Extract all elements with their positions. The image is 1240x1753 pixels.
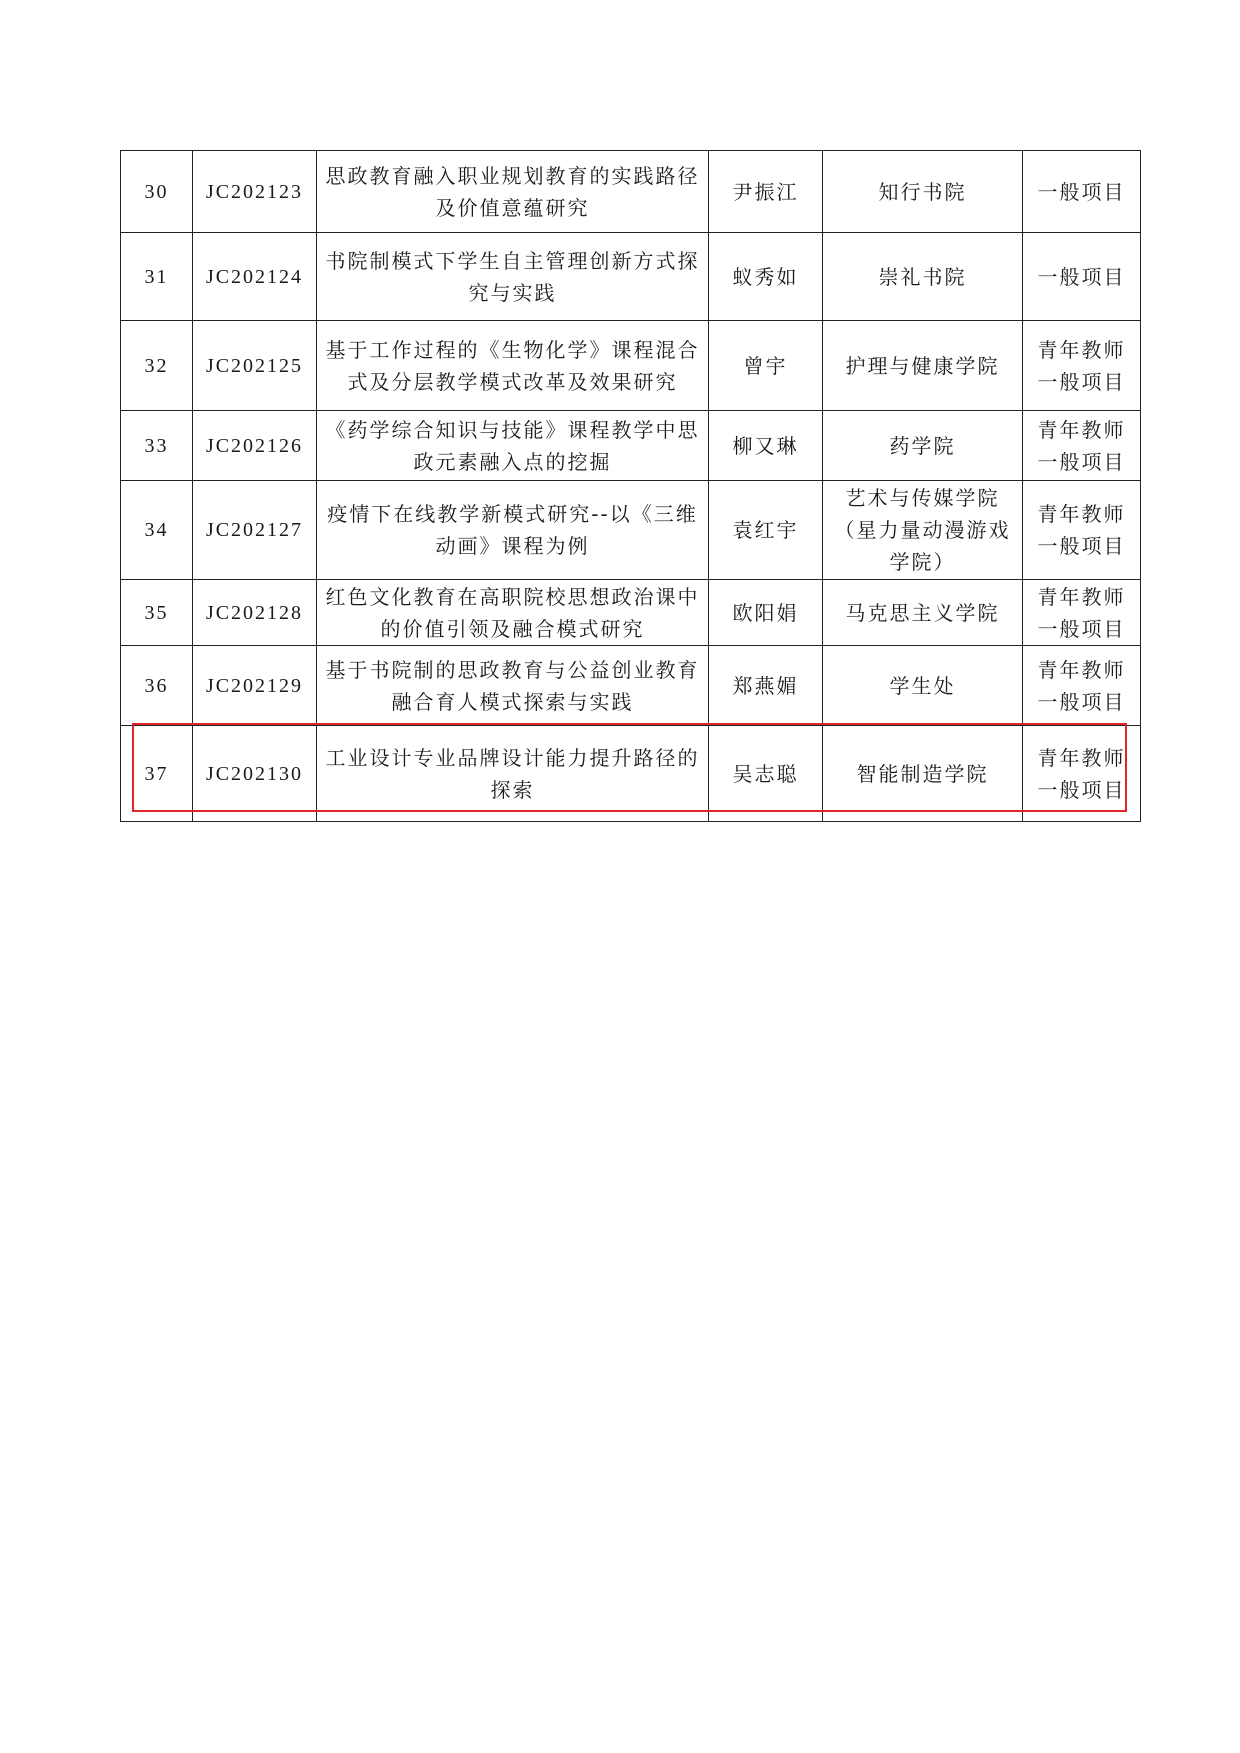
project-code: JC202126 [193, 411, 317, 481]
project-leader: 蚁秀如 [709, 233, 823, 321]
project-category: 青年教师一般项目 [1023, 580, 1141, 646]
project-title: 基于工作过程的《生物化学》课程混合式及分层教学模式改革及效果研究 [317, 321, 709, 411]
project-unit: 智能制造学院 [823, 726, 1023, 822]
table-row [121, 151, 1141, 233]
project-title: 思政教育融入职业规划教育的实践路径及价值意蕴研究 [317, 151, 709, 233]
table-row [121, 726, 1141, 822]
project-category: 青年教师一般项目 [1023, 481, 1141, 580]
project-title: 基于书院制的思政教育与公益创业教育融合育人模式探索与实践 [317, 646, 709, 726]
table-row [121, 321, 1141, 411]
project-code: JC202129 [193, 646, 317, 726]
project-unit: 马克思主义学院 [823, 580, 1023, 646]
row-number: 36 [121, 646, 193, 726]
project-leader: 吴志聪 [709, 726, 823, 822]
project-unit: 学生处 [823, 646, 1023, 726]
table-row [121, 411, 1141, 481]
project-leader: 柳又琳 [709, 411, 823, 481]
table-row [121, 580, 1141, 646]
project-code: JC202125 [193, 321, 317, 411]
project-title: 《药学综合知识与技能》课程教学中思政元素融入点的挖掘 [317, 411, 709, 481]
project-code: JC202123 [193, 151, 317, 233]
project-leader: 曾宇 [709, 321, 823, 411]
table-row [121, 233, 1141, 321]
row-number: 34 [121, 481, 193, 580]
table-row [121, 646, 1141, 726]
project-unit: 艺术与传媒学院（星力量动漫游戏学院） [823, 481, 1023, 580]
project-title: 工业设计专业品牌设计能力提升路径的探索 [317, 726, 709, 822]
project-code: JC202124 [193, 233, 317, 321]
project-title: 红色文化教育在高职院校思想政治课中的价值引领及融合模式研究 [317, 580, 709, 646]
project-category: 青年教师一般项目 [1023, 321, 1141, 411]
project-code: JC202127 [193, 481, 317, 580]
project-category: 青年教师一般项目 [1023, 726, 1141, 822]
row-number: 35 [121, 580, 193, 646]
project-unit: 知行书院 [823, 151, 1023, 233]
project-category: 一般项目 [1023, 151, 1141, 233]
project-unit: 崇礼书院 [823, 233, 1023, 321]
project-leader: 尹振江 [709, 151, 823, 233]
project-category: 青年教师一般项目 [1023, 646, 1141, 726]
project-table [120, 150, 1141, 822]
project-title: 书院制模式下学生自主管理创新方式探究与实践 [317, 233, 709, 321]
project-unit: 药学院 [823, 411, 1023, 481]
project-title: 疫情下在线教学新模式研究--以《三维动画》课程为例 [317, 481, 709, 580]
project-leader: 欧阳娟 [709, 580, 823, 646]
row-number: 31 [121, 233, 193, 321]
row-number: 33 [121, 411, 193, 481]
row-number: 32 [121, 321, 193, 411]
project-category: 一般项目 [1023, 233, 1141, 321]
row-number: 37 [121, 726, 193, 822]
table-row [121, 481, 1141, 580]
project-leader: 袁红宇 [709, 481, 823, 580]
project-leader: 郑燕媚 [709, 646, 823, 726]
project-code: JC202130 [193, 726, 317, 822]
project-category: 青年教师一般项目 [1023, 411, 1141, 481]
project-unit: 护理与健康学院 [823, 321, 1023, 411]
project-code: JC202128 [193, 580, 317, 646]
row-number: 30 [121, 151, 193, 233]
